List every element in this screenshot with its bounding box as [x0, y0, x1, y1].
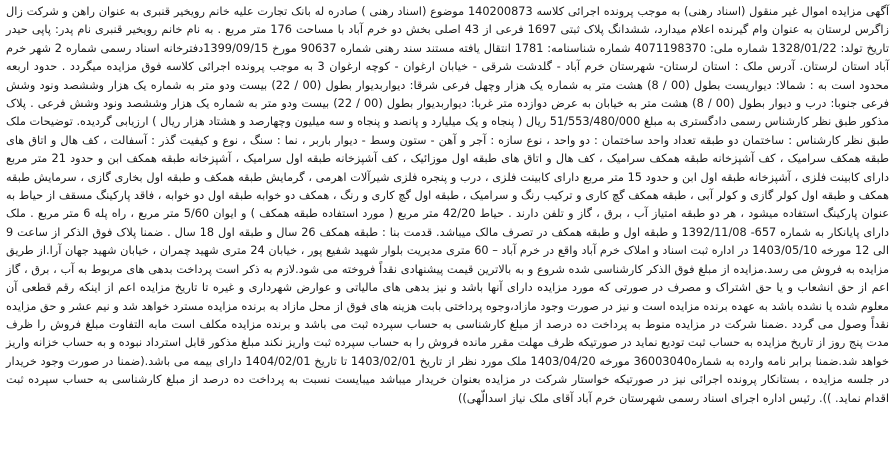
auction-notice-text: آگهی مزایده اموال غیر منقول (اسناد رهنی) به موجب پرونده اجرائی کلاسه 140200873 موضوع (اسناد رهنی ) صادره له بانک تجارت علیه خانم رویخیر قنبری به عنوان راهن و شرکت زال زاگرس لرستان به عنوان وام گیرنده اعلام میدارد، ششدانگ پلاک ثبتی 1697 فرعی از 43 اصلی بخش دو خرم آباد با مساحت 176 متر مربع . به نام خانم رویخیر قنبری نام پدر: پاپی حیدر تاریخ تولد: 1328/01/22 شماره ملی: 4071198370 شماره شناسنامه: 1781 انتقال یافته مستند سند رهنی شماره 90637 مورخ 1399/09/15دفترخانه اسناد رسمی شماره 2 شهر خرم آباد استان لرستان. آدرس ملک : استان لرستان- شهرستان خرم آباد - گلدشت شرقی - خیابان ارغوان - کوچه ارغوان 3 به موجب پرونده اجرائی کلاسه فوق مزایده میگردد . حدود اربعه محدود است به : شمالا: دیواریست بطول (00 / 8) هشت متر به شماره یک هزار وچهل فرعی شرقا: دیواربدیوار بطول (00 / 22) بیست ودو متر به شماره یک هزار وششصد ونود وشش فرعی جنوبا: درب و دیوار بطول (00 / 8) هشت متر به خیابان به عرض دوازده متر غربا: دیواربدیوار بطول (00 / 22) بیست ودو متر به شماره یک هزار وششصد ونود وشش فرعی . پلاک مذکور طبق نظر کارشناس رسمی دادگستری به مبلغ 51/553/480/000 ریال ( پنجاه و یک میلیارد و پانصد و پنجاه و سه میلیون وچهارصد و هشتاد هزار ریال ) ارزیابی گردیده. توضیحات ملک طبق نظر کارشناس : ساختمان دو طبقه تعداد واحد ساختمان : دو واحد ، نوع سازه : آجر و آهن - ستون وسط - دیوار باربر ، نما : سنگ ، نوع و کیفیت گذر : آسفالت ، کف هال و اتاق های طبقه همکف سرامیک ، کف آشپزخانه طبقه همکف سرامیک ، کف هال و اتاق های طبقه اول موزائیک ، کف آشپزخانه طبقه اول سرامیک ، آشپزخانه طبقه همکف ابن و حدود 21 متر مربع دارای کابینت فلزی ، آشپزخانه طبقه اول ابن و حدود 15 متر مربع دارای کابینت فلزی ، درب و پنجره فلزی شیرآلات اهرمی ، گرمایش طبقه همکف و طبقه اول بخاری گازی ، سرمایش طبقه همکف و طبقه اول کولر گازی و کولر آبی ، طبقه همکف گچ کاری و ترکیب رنگ و سرامیک ، طبقه اول گچ کاری و رنگ ، همکف دو خوابه طبقه اول دو خوابه ، فاقد پارکینگ مسقف از حیاط به عنوان پارکینگ استفاده میشود ، هر دو طبقه امتیاز آب ، برق ، گاز و تلفن دارند . حیاط 42/20 متر مربع ( مورد استفاده طبقه همکف ) و ایوان 5/60 متر مربع ، راه پله 6 متر مربع . ملک دارای پایانکار به شماره 657- 1392/11/08 و طبقه اول و طبقه همکف در تصرف مالک میباشد. قدمت بنا : طبقه همکف 26 سال و طبقه اول 18 سال . ضمنا پلاک فوق الذکر از ساعت 9 الی 12 مورخه 1403/05/10 در اداره ثبت اسناد و املاک خرم آباد واقع در خرم آباد – 60 متری مدیریت بلوار شهید شفیع پور ، خیابان 24 متری شهید چمران ، خیابان شهید جهان آرا.از طریق مزایده به فروش می رسد.مزایده از مبلغ فوق الذکر کارشناسی شده شروع و به بالاترین قیمت پیشنهادی نقداً فروخته می شود.لازم به ذکر است پرداخت بدهی های مربوط به آب ، برق ، گاز اعم از حق انشعاب و یا حق اشتراک و مصرف در صورتی که مورد مزایده دارای آنها باشد و نیز بدهی های مالیاتی و عوارض شهرداری و غیره تا تاریخ مزایده اعم از اینکه رقم قطعی آن معلوم شده یا نشده باشد به عهده برنده مزایده است و نیز در صورت وجود مازاد،وجوه پرداختی بابت هزینه های فوق از محل مازاد به برنده مزایده مسترد خواهد شد و نیم عشر و حق مزایده نقداً وصول می گردد .ضمنا شرکت در مزایده منوط به پرداخت ده درصد از مبلغ کارشناسی به حساب سپرده ثبت می باشد و برنده مزایده مکلف است مابه التفاوت مبلغ فروش را ظرف مدت پنج روز از تاریخ مزایده به حساب ثبت تودیع نماید در صورتیکه ظرف مهلت مقرر مانده فروش را به حساب سپرده ثبت واریز نکند مبلغ مذکور قابل استرداد نبوده و به حساب خزانه واریز خواهد شد.ضمنا برابر نامه وارده به شماره36003040 مورخه 1403/04/20 ملک مورد نظر از تاریخ 1403/02/01 تا تاریخ 1404/02/01 دارای بیمه می باشد.(ضمنا در صورت وجود خریدار در جلسه مزایده ، بستانکار پرونده اجرائی نیز در صورتیکه خواستار شرکت در مزایده بعنوان خریدار میباشد میبایست نسبت به پرداخت ده درصد از مبلغ کارشناسی به حساب سپرده ثبت اقدام نماید. )). رئیس اداره اجرای اسناد رسمی شهرستان خرم آباد آقای ملک نیاز اسدالّهی)): [6, 5, 890, 405]
